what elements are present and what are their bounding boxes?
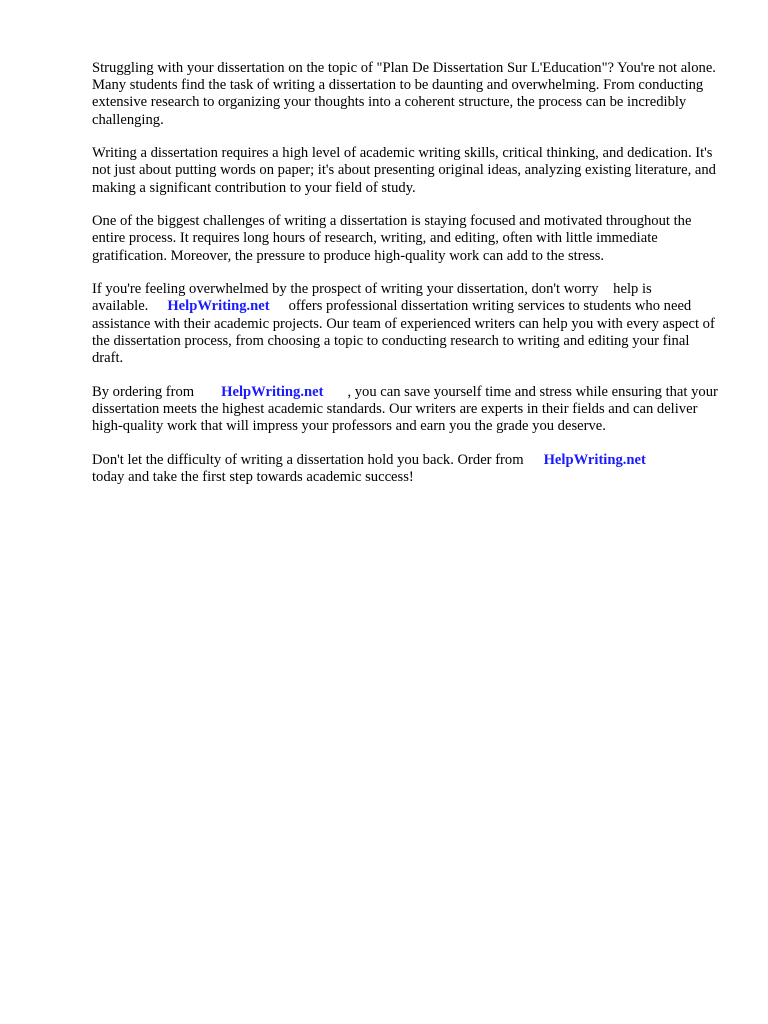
paragraph-text-after-link: today and take the first step towards academic success! [92, 468, 414, 485]
paragraph-text-after-link: offers professional dissertation writing services to students who need assistance with their academic projects. Our team of experienced writers can help you with every aspect of the dissertation process, from choosing a topic to conducting research to writing and editing your final draft. [92, 298, 715, 367]
paragraph-text: One of the biggest challenges of writing a dissertation is staying focused and motivated throughout the entire process. It requires long hours of research, writing, and editing, often with little immediate gratification. Moreover, the pressure to produce high-quality work can add to the stress. [92, 213, 692, 264]
paragraph-ordering [92, 384, 722, 436]
helpwriting-link[interactable]: HelpWriting.net [221, 383, 324, 400]
paragraph-challenges [92, 213, 722, 265]
helpwriting-link[interactable]: HelpWriting.net [167, 298, 270, 315]
paragraph-text: Writing a dissertation requires a high level of academic writing skills, critical thinking, and dedication. It's not just about putting words on paper; it's about presenting original ideas, analyzing existing literature, and making a significant contribution to your field of study. [92, 145, 716, 196]
paragraph-requirements [92, 145, 722, 197]
paragraph-text-before-link: Don't let the difficulty of writing a dissertation hold you back. Order from [92, 451, 524, 468]
document-page [92, 60, 722, 502]
paragraph-text-before-link: If you're feeling overwhelmed by the prospect of writing your dissertation, don't worry help is available. [92, 281, 652, 315]
paragraph-text-before-link: By ordering from [92, 383, 195, 400]
paragraph-call-to-action [92, 452, 722, 486]
paragraph-text-after-link: , you can save yourself time and stress while ensuring that your dissertation meets the highest academic standards. Our writers are experts in their fields and can deliver high-quality work that will impress your professors and earn you the grade you deserve. [92, 383, 718, 435]
paragraph-text: Struggling with your dissertation on the topic of "Plan De Dissertation Sur L'Education"? You're not alone. Many students find the task of writing a dissertation to be daunting and overwhelming. From conducting extensive research to organizing your thoughts into a coherent structure, the process can be incredibly challenging. [92, 60, 716, 128]
paragraph-help-available [92, 281, 722, 367]
helpwriting-link[interactable]: HelpWriting.net [543, 451, 646, 468]
paragraph-intro [92, 60, 722, 129]
